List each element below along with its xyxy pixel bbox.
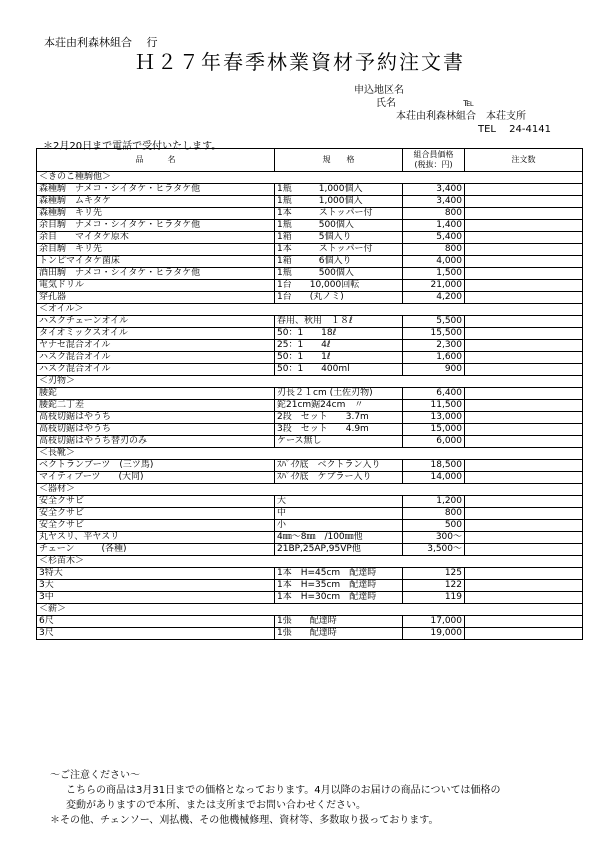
item-spec: 1本 H=35cm 配達時	[275, 580, 403, 592]
table-row	[37, 496, 583, 508]
item-spec: 3段 セット 4.9m	[275, 424, 403, 436]
item-name: ハスク混合オイル	[37, 352, 275, 364]
section-title: ＜器材＞	[37, 484, 583, 496]
item-name: 丸ヤスリ、平ヤスリ	[37, 532, 275, 544]
item-price: 125	[403, 568, 465, 580]
order-qty-cell[interactable]	[465, 580, 583, 592]
item-name: 電気ドリル	[37, 280, 275, 292]
item-name: 3大	[37, 580, 275, 592]
table-row	[37, 220, 583, 232]
item-name: 安全クサビ	[37, 508, 275, 520]
item-name: タイオミックスオイル	[37, 328, 275, 340]
section-row	[37, 556, 583, 568]
table-row	[37, 352, 583, 364]
item-spec: 50：1 400ml	[275, 364, 403, 376]
item-spec: 1瓶 1,000個入	[275, 184, 403, 196]
order-qty-cell[interactable]	[465, 508, 583, 520]
order-qty-cell[interactable]	[465, 184, 583, 196]
order-qty-cell[interactable]	[465, 412, 583, 424]
order-qty-cell[interactable]	[465, 592, 583, 604]
table-row	[37, 388, 583, 400]
item-name: 高枝切鋸はやうち	[37, 424, 275, 436]
table-row	[37, 424, 583, 436]
tel-label: ℡	[463, 98, 474, 109]
item-name: 森種駒 ナメコ・シイタケ・ヒラタケ他	[37, 184, 275, 196]
item-price: 1,500	[403, 268, 465, 280]
item-price: 18,500	[403, 460, 465, 472]
section-title: ＜薪＞	[37, 604, 583, 616]
name-row	[346, 97, 551, 110]
item-price: 15,000	[403, 424, 465, 436]
item-name: 高枝切鋸はやうち替刃のみ	[37, 436, 275, 448]
item-spec: 4㎜～8㎜ /100㎜他	[275, 532, 403, 544]
table-row	[37, 544, 583, 556]
item-name: トンピマイタケ菌床	[37, 256, 275, 268]
item-spec: 1本 ストッパー付	[275, 244, 403, 256]
table-row	[37, 532, 583, 544]
item-price: 6,000	[403, 436, 465, 448]
order-qty-cell[interactable]	[465, 256, 583, 268]
section-row	[37, 604, 583, 616]
order-qty-cell[interactable]	[465, 388, 583, 400]
item-name: ハスク混合オイル	[37, 364, 275, 376]
table-row	[37, 460, 583, 472]
org-name: 本荘由利森林組合 本荘支所	[396, 111, 526, 122]
item-spec: 1本 ストッパー付	[275, 208, 403, 220]
item-name: 腰鉈二丁差	[37, 400, 275, 412]
section-row	[37, 484, 583, 496]
order-qty-cell[interactable]	[465, 544, 583, 556]
page-title: Ｈ２７年春季林業資材予約注文書	[135, 50, 465, 74]
item-name: チェーン (各種)	[37, 544, 275, 556]
order-qty-cell[interactable]	[465, 628, 583, 640]
applicant-block	[346, 84, 551, 136]
table-row	[37, 208, 583, 220]
item-name: 余目駒 ナメコ・シイタケ・ヒラタケ他	[37, 220, 275, 232]
item-spec: 中	[275, 508, 403, 520]
item-name: 6尺	[37, 616, 275, 628]
section-title: ＜きのこ種駒他＞	[37, 172, 583, 184]
item-name: 3尺	[37, 628, 275, 640]
table-row	[37, 244, 583, 256]
item-spec: 鉈21cm鋸24cm 〃	[275, 400, 403, 412]
order-qty-cell[interactable]	[465, 280, 583, 292]
table-row	[37, 580, 583, 592]
item-name: ベクトランブーツ (三ツ馬)	[37, 460, 275, 472]
item-price: 3,500～	[403, 544, 465, 556]
item-price: 19,000	[403, 628, 465, 640]
table-row	[37, 328, 583, 340]
order-table	[36, 148, 583, 640]
item-price: 900	[403, 364, 465, 376]
order-qty-cell[interactable]	[465, 268, 583, 280]
table-row	[37, 280, 583, 292]
order-qty-cell[interactable]	[465, 460, 583, 472]
header-qty: 注文数	[465, 149, 583, 172]
table-row	[37, 268, 583, 280]
item-spec: 1張 配達時	[275, 628, 403, 640]
footer-line-3: ＊その他、チェンソー、刈払機、その他機械修理、資材等、多数取り扱っております。	[50, 815, 439, 826]
item-spec: 1箱 5個入り	[275, 232, 403, 244]
item-spec: 50：1 18ℓ	[275, 328, 403, 340]
order-qty-cell[interactable]	[465, 340, 583, 352]
table-row	[37, 292, 583, 304]
item-price: 1,200	[403, 496, 465, 508]
order-qty-cell[interactable]	[465, 424, 583, 436]
item-price: 800	[403, 508, 465, 520]
table-row	[37, 436, 583, 448]
item-price: 5,500	[403, 316, 465, 328]
section-row	[37, 448, 583, 460]
item-spec: 1箱 6個入り	[275, 256, 403, 268]
table-row	[37, 196, 583, 208]
item-spec: 1台 10,000回転	[275, 280, 403, 292]
section-row	[37, 172, 583, 184]
item-price: 14,000	[403, 472, 465, 484]
table-row	[37, 340, 583, 352]
item-name: 腰鉈	[37, 388, 275, 400]
deadline-note: ＊2月20日まで電話で受付いたします。	[43, 141, 222, 152]
table-header-row	[37, 149, 583, 172]
section-title: ＜オイル＞	[37, 304, 583, 316]
item-price: 15,500	[403, 328, 465, 340]
item-name: 森種駒 ムキタケ	[37, 196, 275, 208]
order-qty-cell[interactable]	[465, 352, 583, 364]
table-row	[37, 520, 583, 532]
order-qty-cell[interactable]	[465, 568, 583, 580]
item-name: 森種駒 キリ先	[37, 208, 275, 220]
header-price: 組合員価格 (税抜：円)	[403, 149, 465, 172]
item-price: 500	[403, 520, 465, 532]
item-spec: 1台 (丸ノミ)	[275, 292, 403, 304]
section-row	[37, 304, 583, 316]
item-price: 800	[403, 244, 465, 256]
table-row	[37, 184, 583, 196]
item-name: 余目 マイタケ原木	[37, 232, 275, 244]
order-qty-cell[interactable]	[465, 208, 583, 220]
item-name: 3特大	[37, 568, 275, 580]
order-qty-cell[interactable]	[465, 616, 583, 628]
item-spec: ｽﾊﾟｲｸ底 ケブラー入り	[275, 472, 403, 484]
item-price: 1,400	[403, 220, 465, 232]
item-price: 122	[403, 580, 465, 592]
item-spec: 1瓶 500個入	[275, 268, 403, 280]
table-row	[37, 400, 583, 412]
item-spec: 25：1 4ℓ	[275, 340, 403, 352]
section-title: ＜刃物＞	[37, 376, 583, 388]
item-price: 800	[403, 208, 465, 220]
item-name: 3中	[37, 592, 275, 604]
item-name: 安全クサビ	[37, 520, 275, 532]
item-name: 穿孔器	[37, 292, 275, 304]
order-qty-cell[interactable]	[465, 244, 583, 256]
name-label: 氏名	[376, 98, 396, 109]
item-price: 21,000	[403, 280, 465, 292]
footer-heading: ～ご注意ください～	[50, 770, 140, 781]
item-price: 4,000	[403, 256, 465, 268]
table-row	[37, 232, 583, 244]
order-qty-cell[interactable]	[465, 472, 583, 484]
order-qty-cell[interactable]	[465, 364, 583, 376]
item-price: 4,200	[403, 292, 465, 304]
addressee: 本荘由利森林組合 行	[44, 36, 158, 49]
item-spec: 刃長２１cm (土佐刃物)	[275, 388, 403, 400]
order-qty-cell[interactable]	[465, 520, 583, 532]
item-price: 13,000	[403, 412, 465, 424]
item-price: 2,300	[403, 340, 465, 352]
item-spec: 2段 セット 3.7m	[275, 412, 403, 424]
table-row	[37, 364, 583, 376]
item-spec: 1張 配達時	[275, 616, 403, 628]
item-spec: ｽﾊﾟｲｸ底 ベクトラン入り	[275, 460, 403, 472]
table-row	[37, 628, 583, 640]
order-qty-cell[interactable]	[465, 292, 583, 304]
footer-notes	[50, 768, 500, 828]
item-price: 11,500	[403, 400, 465, 412]
section-title: ＜杉苗木＞	[37, 556, 583, 568]
footer-line-1: こちらの商品は3月31日までの価格となっております。4月以降のお届けの商品については価格の	[66, 785, 501, 796]
item-price: 3,400	[403, 196, 465, 208]
item-price: 17,000	[403, 616, 465, 628]
section-title: ＜長靴＞	[37, 448, 583, 460]
item-spec: 1瓶 1,000個入	[275, 196, 403, 208]
item-price: 119	[403, 592, 465, 604]
item-price: 1,600	[403, 352, 465, 364]
order-qty-cell[interactable]	[465, 400, 583, 412]
item-spec: ケース無し	[275, 436, 403, 448]
item-name: 安全クサビ	[37, 496, 275, 508]
item-price: 300～	[403, 532, 465, 544]
table-row	[37, 592, 583, 604]
order-qty-cell[interactable]	[465, 328, 583, 340]
order-qty-cell[interactable]	[465, 220, 583, 232]
order-qty-cell[interactable]	[465, 532, 583, 544]
table-row	[37, 256, 583, 268]
item-spec: 小	[275, 520, 403, 532]
table-row	[37, 472, 583, 484]
order-qty-cell[interactable]	[465, 496, 583, 508]
item-price: 6,400	[403, 388, 465, 400]
table-row	[37, 568, 583, 580]
order-qty-cell[interactable]	[465, 196, 583, 208]
order-qty-cell[interactable]	[465, 436, 583, 448]
order-qty-cell[interactable]	[465, 316, 583, 328]
item-name: マイティブーツ (大同)	[37, 472, 275, 484]
district-label: 申込地区名	[354, 85, 404, 96]
item-name: ハスクチェーンオイル	[37, 316, 275, 328]
order-qty-cell[interactable]	[465, 232, 583, 244]
item-name: 高枝切鋸はやうち	[37, 412, 275, 424]
item-spec: 春用、秋用 １８ℓ	[275, 316, 403, 328]
item-spec: 21BP,25AP,95VP他	[275, 544, 403, 556]
item-price: 5,400	[403, 232, 465, 244]
table-row	[37, 316, 583, 328]
header-item: 品 名	[37, 149, 275, 172]
section-row	[37, 376, 583, 388]
item-name: 余目駒 キリ先	[37, 244, 275, 256]
item-price: 3,400	[403, 184, 465, 196]
item-spec: 大	[275, 496, 403, 508]
item-spec: 1瓶 500個入	[275, 220, 403, 232]
org-tel: TEL 24-4141	[478, 124, 551, 135]
item-spec: 1本 H=45cm 配達時	[275, 568, 403, 580]
table-row	[37, 508, 583, 520]
item-name: ヤナセ混合オイル	[37, 340, 275, 352]
header-spec: 規 格	[275, 149, 403, 172]
item-spec: 50：1 1ℓ	[275, 352, 403, 364]
item-name: 酒田駒 ナメコ・シイタケ・ヒラタケ他	[37, 268, 275, 280]
table-row	[37, 616, 583, 628]
footer-line-2: 変動がありますので本所、または支所までお問い合わせください。	[66, 800, 366, 811]
item-spec: 1本 H=30cm 配達時	[275, 592, 403, 604]
table-row	[37, 412, 583, 424]
